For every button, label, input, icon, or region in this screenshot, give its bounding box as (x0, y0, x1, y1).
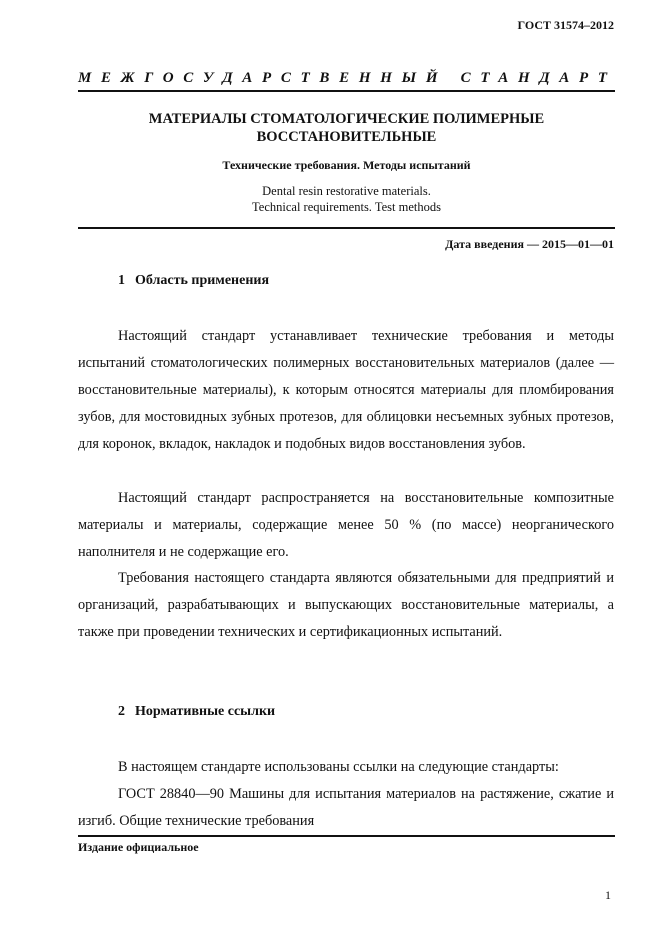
document-code: ГОСТ 31574–2012 (517, 18, 614, 32)
title-line-1: МАТЕРИАЛЫ СТОМАТОЛОГИЧЕСКИЕ ПОЛИМЕРНЫЕ (148, 111, 545, 127)
introduction-date: Дата введения — 2015—01—01 (445, 237, 614, 251)
document-subtitle: Технические требования. Методы испытаний (222, 158, 471, 172)
official-edition-note: Издание официальное (78, 840, 199, 854)
english-title-line-1: Dental resin restorative materials. (262, 184, 431, 198)
section-title: Нормативные ссылки (135, 704, 276, 719)
section-title: Область применения (135, 273, 270, 288)
footer-divider (78, 835, 615, 837)
paragraph: ГОСТ 28840—90 Машины для испытания материалов на растяжение, сжатие и изгиб. Общие технические требования (78, 786, 614, 829)
title-divider (78, 227, 615, 229)
title-line-2: ВОССТАНОВИТЕЛЬНЫЕ (256, 129, 437, 145)
standard-banner: МЕЖГОСУДАРСТВЕННЫЙ СТАНДАРТ (78, 70, 617, 86)
section-number: 1 (118, 273, 125, 288)
section-number: 2 (118, 704, 125, 719)
top-divider (78, 90, 615, 92)
paragraph: Настоящий стандарт распространяется на восстановительные композитные материалы и материалы, содержащие менее 50 % (по массе) неорганического наполнителя и не содержащие его. (78, 490, 614, 560)
english-title (78, 183, 615, 215)
paragraph: Настоящий стандарт устанавливает технические требования и методы испытаний стоматологических полимерных восстановительных материалов (далее — восстановительные материалы), к которым относятся материалы для пломбирования зубов, для мостовидных зубных протезов, для облицовки несъемных зубных протезов, для коронок, вкладок, накладок и подобных видов восстановления зубов. (78, 328, 614, 452)
section-1-heading (118, 273, 269, 289)
page-number: 1 (605, 888, 611, 902)
section-2-heading (118, 704, 275, 720)
document-title (78, 110, 615, 146)
english-title-line-2: Technical requirements. Test methods (252, 200, 441, 214)
paragraph: В настоящем стандарте использованы ссылки на следующие стандарты: (118, 759, 559, 775)
paragraph: Требования настоящего стандарта являются обязательными для предприятий и организаций, разрабатывающих и выпускающих восстановительные материалы, а также при проведении технических и сертификационных испытаний. (78, 570, 614, 640)
